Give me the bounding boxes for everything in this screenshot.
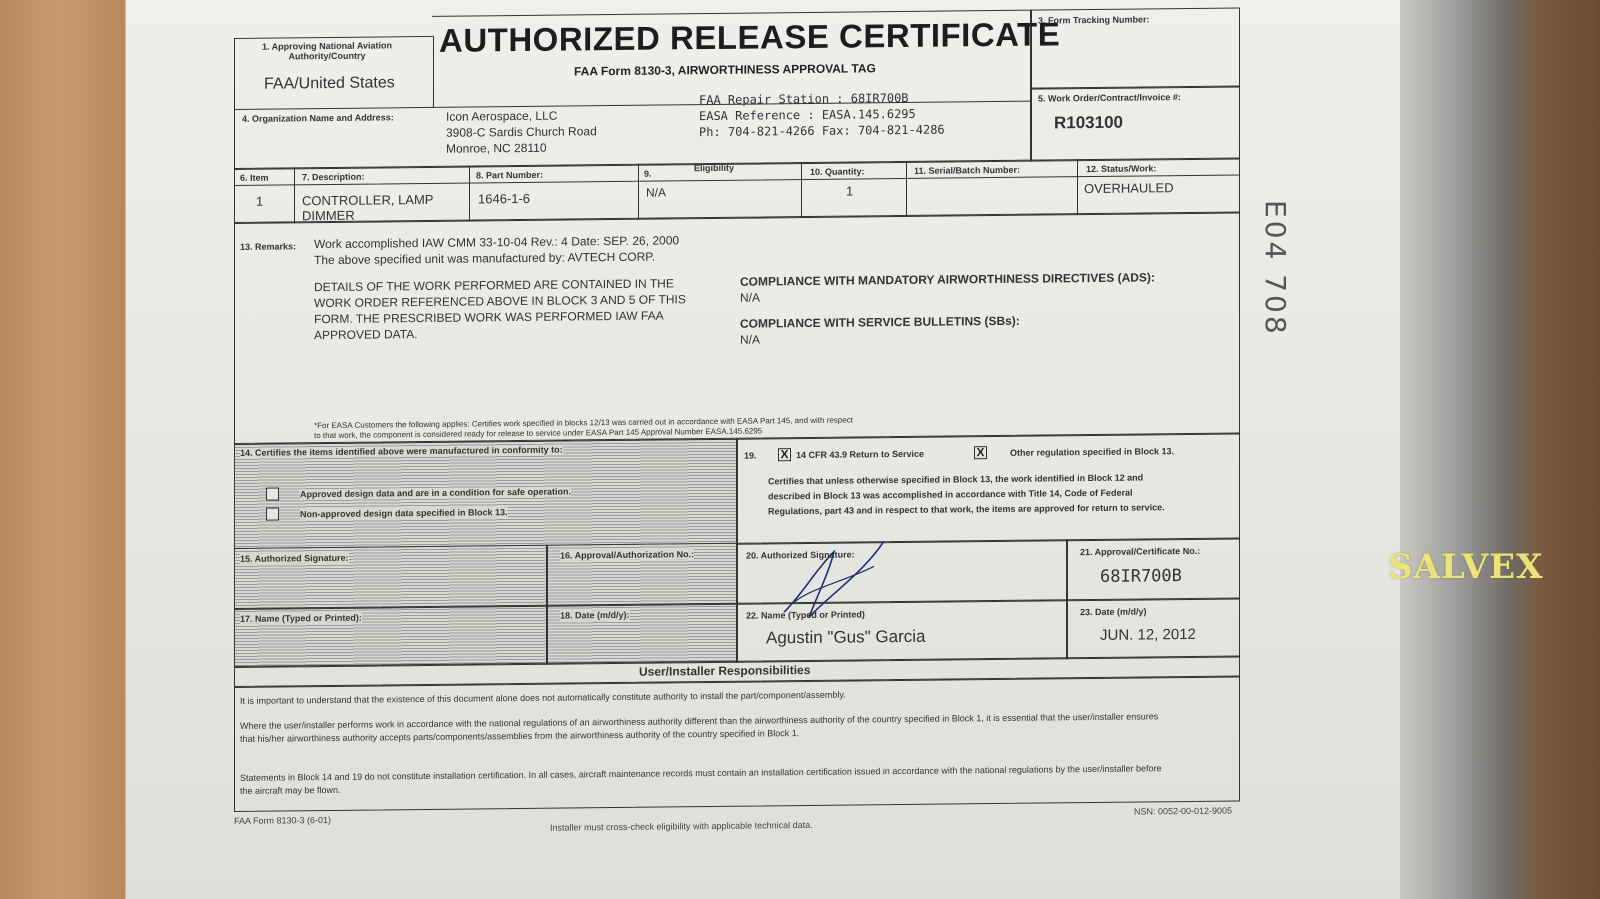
block15-label: 15. Authorized Signature: [240,552,349,564]
block19-checkbox-other[interactable]: X [974,446,987,459]
easa-reference: EASA Reference : EASA.145.6295 [699,106,916,124]
block22-label: 22. Name (Typed or Printed) [746,609,865,621]
block1-label: 1. Approving National Aviation Authority/Country [261,40,392,62]
item-eligibility: N/A [646,185,667,200]
org-name: Icon Aerospace, LLC [446,108,558,124]
block17-label: 17. Name (Typed or Printed): [240,612,362,624]
footer-installer-note: Installer must cross-check eligibility with applicable technical data. [550,819,813,833]
block14-checkbox-non-approved[interactable] [266,508,279,521]
remarks-label: 13. Remarks: [240,241,297,252]
header-eligibility: Eligibility [694,162,735,174]
block23-value: JUN. 12, 2012 [1100,625,1196,644]
header-quantity: 10. Quantity: [810,166,865,177]
header-status: 12. Status/Work: [1086,163,1157,175]
form-title: AUTHORIZED RELEASE CERTIFICATE [439,15,1061,59]
repair-station: FAA Repair Station : 68IR700B [699,90,909,108]
block5-label: 5. Work Order/Contract/Invoice #: [1038,92,1181,104]
block14-option-approved: Approved design data and are in a condition for safe operation. [300,486,572,500]
col-divider-serial [906,159,1078,217]
block14-label: 14. Certifies the items identified above were manufactured in conformity to: [240,444,563,458]
header-part-number: 8. Part Number: [476,169,544,181]
sb-compliance-value: N/A [740,332,761,347]
block18-label: 18. Date (m/d/y): [560,609,630,621]
remarks-line2: The above specified unit was manufactured by: AVTECH CORP. [314,249,656,268]
handwritten-note: E04 708 [1259,200,1292,337]
responsibilities-p2: Where the user/installer performs work in accordance with the national regulations of an airworthiness authority different than the airworthiness authority of the country specified in Block 1, it is essential that the user/installer ensures that his/her airworthiness authority accepts parts/components/assemblies from the airworthiness authority of the country specified in Block 1. [240,711,1159,744]
footer-form-number: FAA Form 8130-3 (6-01) [234,814,332,826]
ad-compliance-value: N/A [740,290,761,305]
header-description: 7. Description: [302,171,365,183]
form-subtitle: FAA Form 8130-3, AIRWORTHINESS APPROVAL TAG [574,61,876,79]
easa-note-1: *For EASA Customers the following applies: Certifies work specified in blocks 12/13 was carried out in accordance with EASA Part 145, and with respect [314,415,853,431]
item-description: CONTROLLER, LAMP DIMMER [302,191,434,224]
block19-option-return: 14 CFR 43.9 Return to Service [796,448,925,461]
block14-option-non-approved: Non-approved design data specified in Block 13. [300,507,508,520]
remarks-line1: Work accomplished IAW CMM 33-10-04 Rev.: 4 Date: SEP. 26, 2000 [314,233,680,252]
header-serial: 11. Serial/Batch Number: [914,164,1021,176]
phone-fax: Ph: 704-821-4266 Fax: 704-821-4286 [699,122,945,140]
item-status: OVERHAULED [1084,180,1174,197]
block20-label: 20. Authorized Signature: [746,549,855,561]
item-number: 1 [256,193,264,209]
easa-note-2: to that work, the component is considered ready for release to service under EASA Part 145 Approval Number EASA.145.6295 [314,426,763,441]
item-part-number: 1646-1-6 [478,190,531,207]
block22-value: Agustin "Gus" Garcia [766,626,926,648]
remarks-details: DETAILS OF THE WORK PERFORMED ARE CONTAINED IN THE WORK ORDER REFERENCED ABOVE IN BLOCK 3 AND 5 OF THIS FORM. THE PRESCRIBED WORK WAS PERFORMED IAW FAA APPROVED DATA. [314,276,686,343]
block21-value: 68IR700B [1100,566,1182,587]
ad-compliance-title: COMPLIANCE WITH MANDATORY AIRWORTHINESS DIRECTIVES (ADS): [740,270,1155,289]
block16-label: 16. Approval/Authorization No.: [560,549,695,561]
sb-compliance-title: COMPLIANCE WITH SERVICE BULLETINS (SBs): [740,313,1020,331]
header-eligibility-num: 9. [644,168,652,179]
block4-label: 4. Organization Name and Address: [242,112,394,124]
background-right [1400,0,1600,899]
header-item: 6. Item [240,172,269,183]
block3-label: 3. Form Tracking Number: [1038,14,1150,26]
block21-label: 21. Approval/Certificate No.: [1080,545,1201,558]
block1-value: FAA/United States [264,74,395,93]
item-quantity: 1 [846,183,854,199]
block23-label: 23. Date (m/d/y) [1080,606,1147,618]
block14-checkbox-approved[interactable] [266,488,279,501]
footer-nsn: NSN: 0052-00-012-9005 [1134,805,1233,817]
block19-option-other: Other regulation specified in Block 13. [1010,446,1175,458]
block19-checkbox-return[interactable]: X [778,448,791,461]
block19-num: 19. [744,450,757,461]
responsibilities-p3: Statements in Block 14 and 19 do not constitute installation certification. In all cases, aircraft maintenance records must contain an installation certification issued in accordance with the national regulations by the user/installer before the aircraft may be flown. [240,763,1162,796]
org-address-1: 3908-C Sardis Church Road [446,124,597,140]
block5-value: R103100 [1054,112,1124,133]
salvex-watermark: SALVEX [1388,547,1544,587]
block19-text: Certifies that unless otherwise specified in Block 13, the work identified in Block 12 and described in Block 13 was accomplished in accordance with Title 14, Code of Federal Regulations, part 43 and in respect to that work, the items are approved for return to service. [768,472,1165,517]
responsibilities-title: User/Installer Responsibilities [639,662,811,679]
org-address-2: Monroe, NC 28110 [446,140,547,156]
authorized-release-certificate [234,7,1274,833]
responsibilities-p1: It is important to understand that the existence of this document alone does not automatically constitute authority to install the part/component/assembly. [240,689,846,706]
